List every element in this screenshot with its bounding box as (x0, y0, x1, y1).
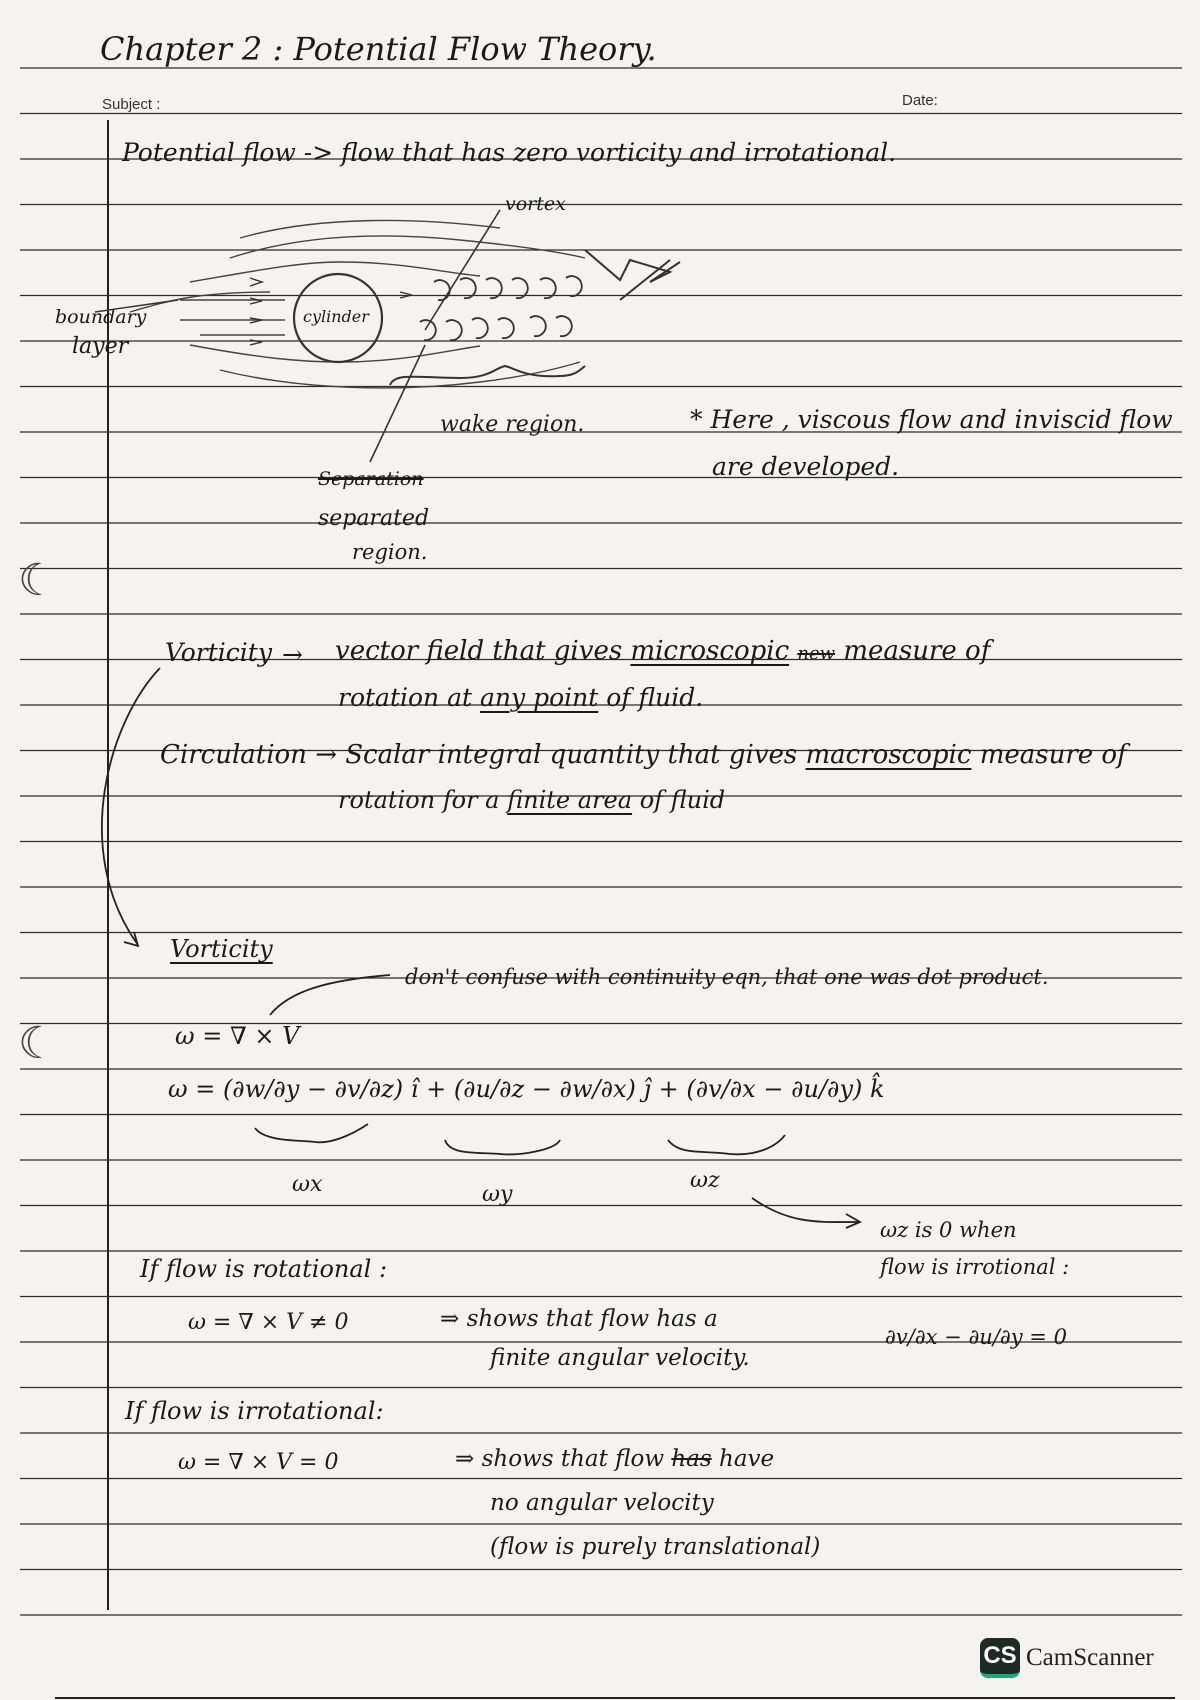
separated-label: separated (318, 506, 430, 531)
irrotational-desc-1c: have (719, 1446, 775, 1472)
circulation-def-2a: rotation for a (338, 786, 500, 814)
camscanner-logo: CS (980, 1638, 1020, 1678)
boundary-label: boundary (55, 306, 147, 328)
wz-arrow-head (846, 1214, 860, 1228)
wy-label: ωy (482, 1182, 513, 1207)
viscous-note: * Here , viscous flow and inviscid flow (690, 405, 1173, 434)
vorticity-link-arrow (102, 668, 160, 945)
irrotational-desc-1a: ⇒ shows that flow (455, 1446, 665, 1472)
wake-label: wake region. (440, 412, 585, 437)
irrotational-heading: If flow is irrotational: (125, 1397, 384, 1425)
curl-equation: ω = ∇ × V (175, 1022, 300, 1050)
wz-label: ωz (690, 1168, 720, 1193)
binder-hole-mark: ☾ (18, 555, 58, 606)
vortex-label: vortex (505, 193, 566, 215)
irrotational-desc-3: (flow is purely translational) (490, 1534, 821, 1560)
separation-struck: Separation (318, 468, 424, 490)
circulation-def-1c: measure of (979, 740, 1127, 770)
vorticity-def-2a: rotation at (338, 683, 473, 712)
macroscopic: macroscopic (805, 740, 972, 770)
wz-side-equation: ∂v/∂x − ∂u/∂y = 0 (885, 1325, 1067, 1349)
rotational-heading: If flow is rotational : (140, 1255, 388, 1283)
rotational-desc-1: ⇒ shows that flow has a (440, 1306, 718, 1332)
circulation-def-1a: Circulation → Scalar integral quantity that gives (160, 740, 798, 770)
irrotational-desc-2: no angular velocity (490, 1490, 714, 1516)
finite-area: finite area (507, 786, 633, 814)
rotational-equation: ω = ∇ × V ≠ 0 (188, 1310, 349, 1335)
vorticity-heading: Vorticity (170, 935, 273, 963)
struck-has: has (671, 1446, 712, 1472)
irrotational-equation: ω = ∇ × V = 0 (178, 1450, 339, 1475)
microscopic: microscopic (630, 636, 790, 666)
layer-label: layer (72, 334, 129, 359)
irrotational-desc-1 (455, 1446, 774, 1472)
brace-wz (668, 1135, 785, 1154)
vorticity-def-1a: vector field that gives (335, 636, 623, 666)
vorticity-arrow: → (282, 640, 303, 669)
cylinder-label: cylinder (303, 307, 369, 326)
struck-word: new (797, 643, 836, 664)
brace-wx (255, 1124, 368, 1142)
vorticity-def-2c: of fluid. (606, 683, 704, 712)
expanded-curl-equation: ω = (∂w/∂y − ∂v/∂z) î + (∂u/∂z − ∂w/∂x) ĵ + (∂v/∂x − ∂u/∂y) k̂ (168, 1075, 885, 1103)
camscanner-brand: CamScanner (1026, 1644, 1154, 1671)
wz-side-note-2: flow is irrotional : (880, 1255, 1070, 1279)
any-point: any point (480, 683, 599, 712)
viscous-note-2: are developed. (712, 452, 900, 481)
subject-label: Subject : (102, 96, 161, 113)
wz-arrow (752, 1198, 860, 1222)
rotational-desc-2: finite angular velocity. (490, 1345, 750, 1371)
brace-wy (445, 1140, 560, 1154)
vorticity-term: Vorticity (165, 638, 272, 667)
wz-side-note-1: ωz is 0 when (880, 1218, 1017, 1242)
note-pointer (270, 975, 390, 1015)
vorticity-def-1c: measure of (843, 636, 991, 666)
page-title: Chapter 2 : Potential Flow Theory. (100, 30, 657, 68)
wx-label: ωx (292, 1172, 323, 1197)
binder-hole-mark-2: ☾ (18, 1018, 58, 1069)
circulation-def-2c: of fluid (639, 786, 726, 814)
continuity-note: don't confuse with continuity eqn, that one was dot product. (405, 965, 1049, 989)
intro-line: Potential flow -> flow that has zero vorticity and irrotational. (122, 138, 897, 167)
date-label: Date: (902, 92, 938, 109)
region-label: region. (352, 540, 428, 564)
